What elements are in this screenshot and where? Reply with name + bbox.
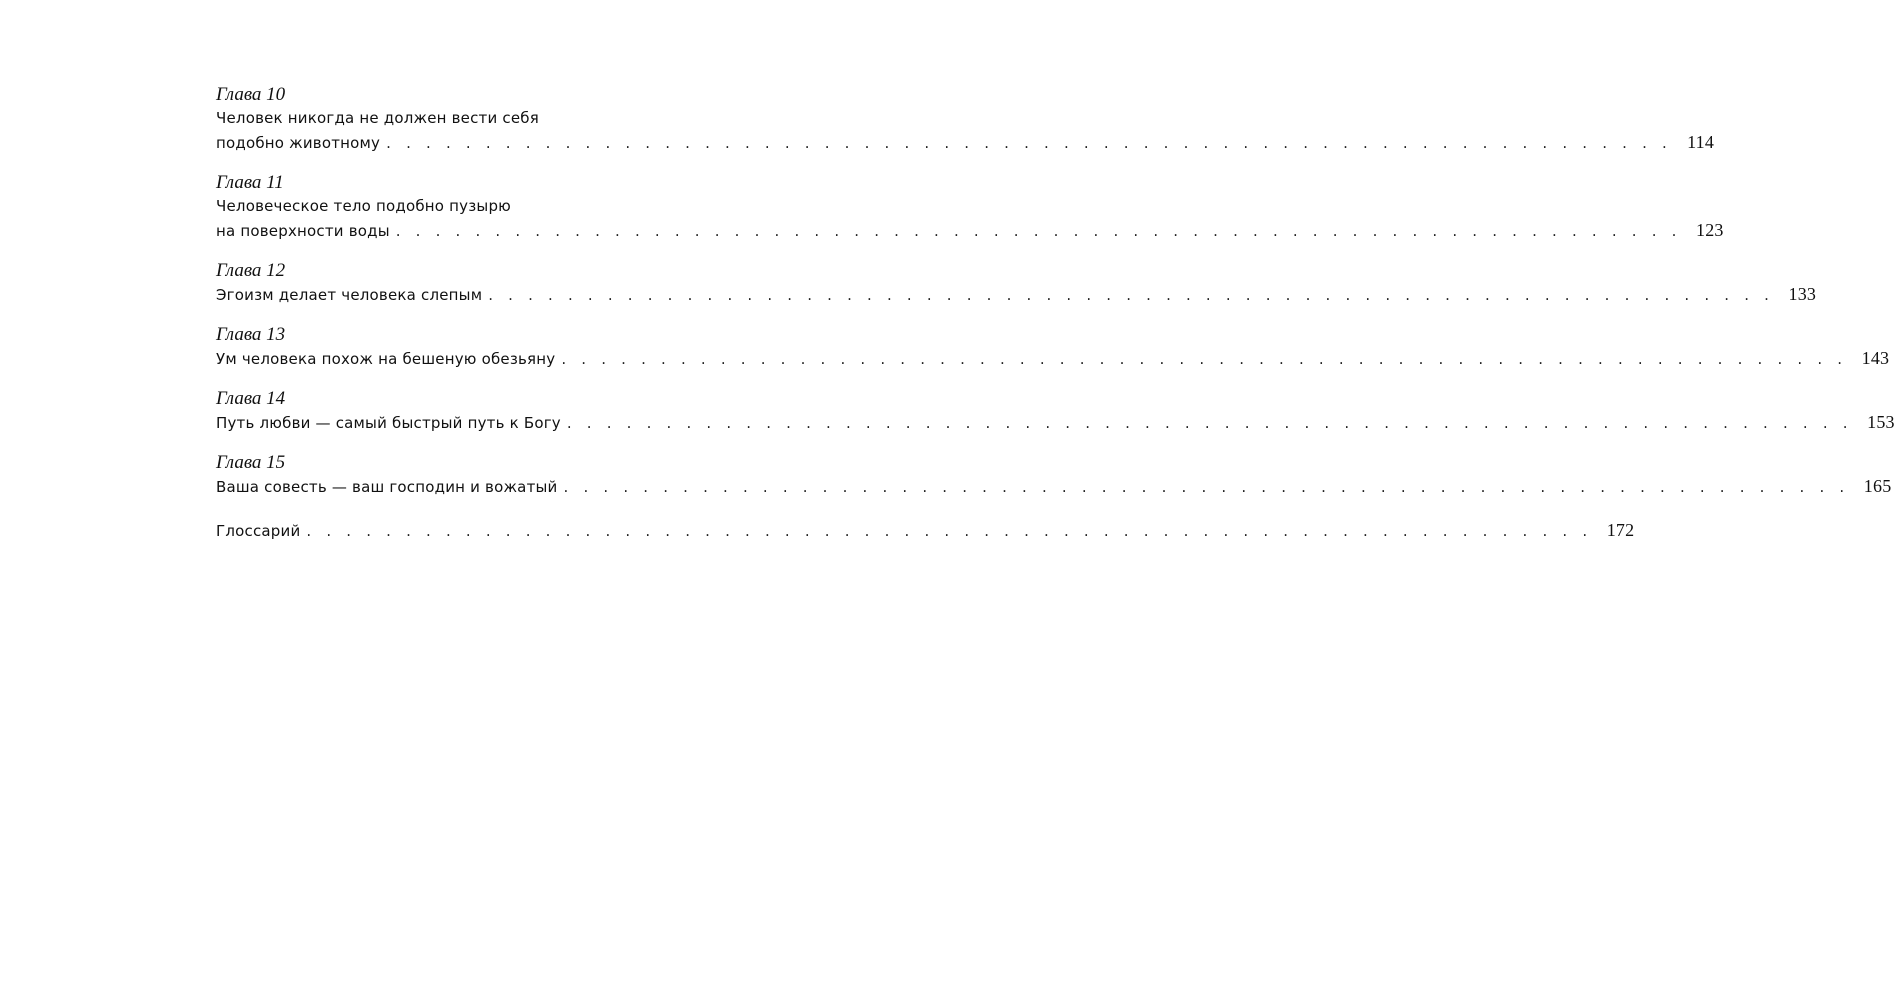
- chapter-heading: Глава 14: [216, 388, 286, 409]
- chapter-title-text: подобно животному: [216, 134, 381, 152]
- table-of-contents: [216, 84, 1895, 560]
- chapter-title-line: Человеческое тело подобно пузырю: [216, 197, 512, 215]
- chapter-title-final-line: [216, 282, 1817, 306]
- chapter-title-text: Ваша совесть — ваш господин и вожатый: [216, 478, 558, 496]
- page-number: 165: [1863, 476, 1892, 496]
- toc-entry-chapter-14[interactable]: [216, 388, 1895, 434]
- dot-leader: . . . . . . . . . . . . . . . . . . . . . . . . . . . . . . . . . . . . . . . . . . . . . . . . . . . . . . . . . . . . . . . . .: [488, 286, 1775, 304]
- chapter-title-final-line: [216, 474, 1892, 498]
- dot-leader: . . . . . . . . . . . . . . . . . . . . . . . . . . . . . . . . . . . . . . . . . . . . . . . . . . . . . . . . . . . . . . . . .: [395, 222, 1682, 240]
- glossary-label: Глоссарий: [216, 522, 301, 540]
- dot-leader: . . . . . . . . . . . . . . . . . . . . . . . . . . . . . . . . . . . . . . . . . . . . . . . . . . . . . . . . . . . . . . . . .: [306, 522, 1593, 540]
- chapter-heading: Глава 12: [216, 260, 286, 281]
- chapter-title-line: Человек никогда не должен вести себя: [216, 109, 539, 127]
- page-number: 143: [1861, 348, 1890, 368]
- chapter-title-final-line: [216, 346, 1890, 370]
- page-number: 114: [1687, 132, 1715, 152]
- toc-entry-glossary[interactable]: [216, 518, 1635, 542]
- chapter-heading: Глава 15: [216, 452, 286, 473]
- page-number: 123: [1696, 220, 1724, 240]
- chapter-heading: Глава 10: [216, 84, 286, 105]
- toc-entry-chapter-10[interactable]: [216, 84, 1715, 154]
- chapter-title-final-line: [216, 410, 1895, 434]
- chapter-heading: Глава 13: [216, 324, 286, 345]
- page-number: 172: [1606, 520, 1635, 540]
- chapter-title-text: на поверхности воды: [216, 222, 390, 240]
- dot-leader: . . . . . . . . . . . . . . . . . . . . . . . . . . . . . . . . . . . . . . . . . . . . . . . . . . . . . . . . . . . . . . . . .: [561, 350, 1848, 368]
- chapter-title-final-line: [216, 130, 1715, 154]
- toc-entry-chapter-15[interactable]: [216, 452, 1892, 498]
- chapter-title-final-line: [216, 218, 1724, 242]
- glossary-line: [216, 518, 1635, 542]
- toc-entry-chapter-11[interactable]: [216, 172, 1724, 242]
- chapter-title-text: Путь любви — самый быстрый путь к Богу: [216, 414, 561, 432]
- toc-entry-chapter-12[interactable]: [216, 260, 1817, 306]
- chapter-heading: Глава 11: [216, 172, 284, 193]
- toc-entry-chapter-13[interactable]: [216, 324, 1890, 370]
- chapter-title-text: Эгоизм делает человека слепым: [216, 286, 483, 304]
- dot-leader: . . . . . . . . . . . . . . . . . . . . . . . . . . . . . . . . . . . . . . . . . . . . . . . . . . . . . . . . . . . . . . . . .: [566, 414, 1853, 432]
- chapter-title-text: Ум человека похож на бешеную обезьяну: [216, 350, 556, 368]
- dot-leader: . . . . . . . . . . . . . . . . . . . . . . . . . . . . . . . . . . . . . . . . . . . . . . . . . . . . . . . . . . . . . . . . .: [386, 134, 1673, 152]
- page-number: 133: [1788, 284, 1817, 304]
- dot-leader: . . . . . . . . . . . . . . . . . . . . . . . . . . . . . . . . . . . . . . . . . . . . . . . . . . . . . . . . . . . . . . . . .: [563, 478, 1850, 496]
- page-number: 153: [1867, 412, 1895, 432]
